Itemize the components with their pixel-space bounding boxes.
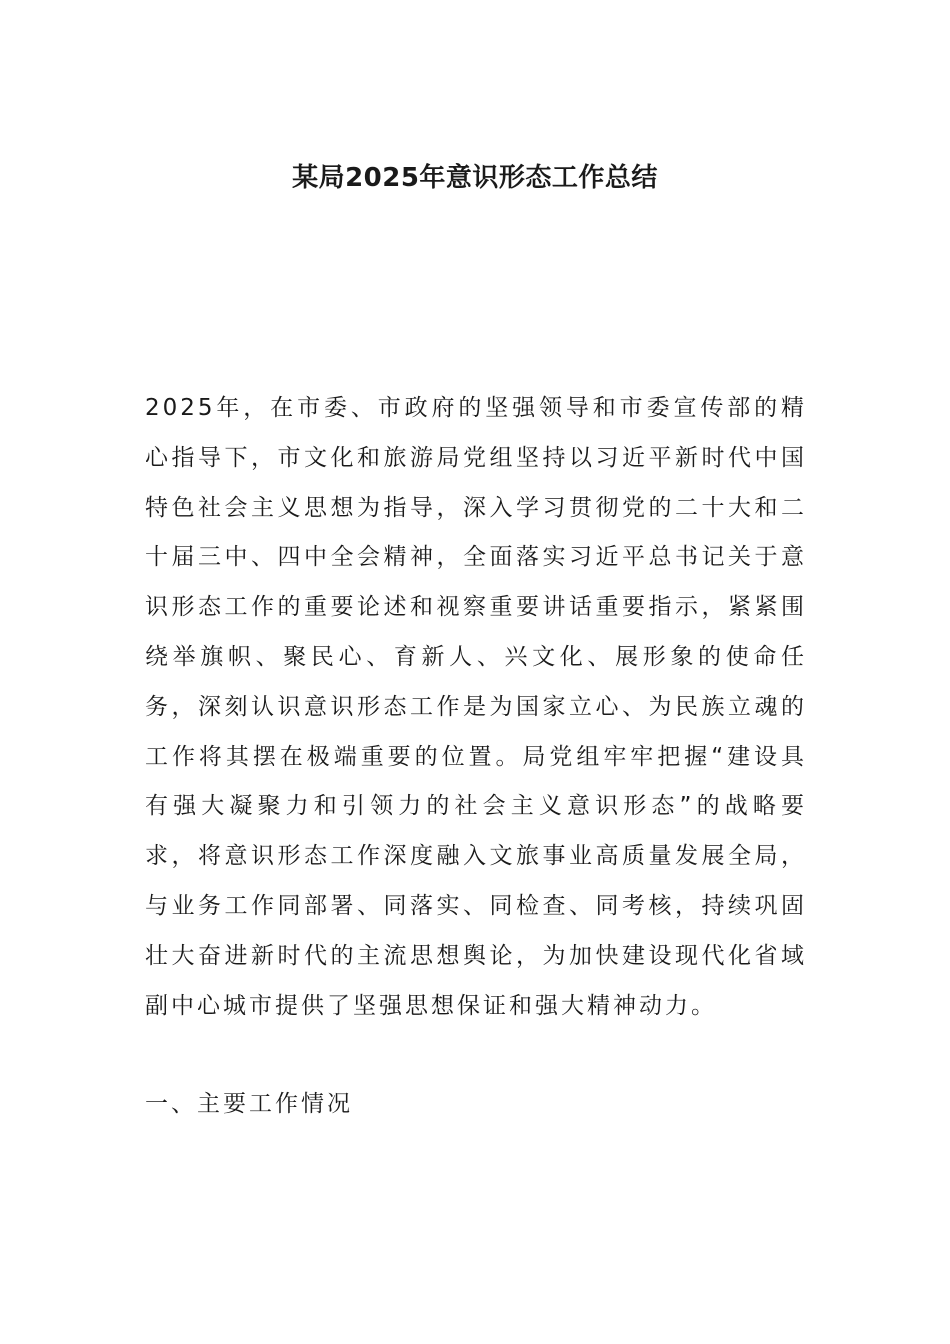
section-heading-main-work: 一、主要工作情况 [145, 1091, 353, 1117]
intro-paragraph: 2025年，在市委、市政府的坚强领导和市委宣传部的精心指导下，市文化和旅游局党组坚持以习近平新时代中国特色社会主义思想为指导，深入学习贯彻党的二十大和二十届三中、四中全会精神，全面落实习近平总书记关于意识形态工作的重要论述和视察重要讲话重要指示，紧紧围绕举旗帜、聚民心、育新人、兴文化、展形象的使命任务，深刻认识意识形态工作是为国家立心、为民族立魂的工作将其摆在极端重要的位置。局党组牢牢把握“建设具有强大凝聚力和引领力的社会主义意识形态”的战略要求，将意识形态工作深度融入文旅事业高质量发展全局，与业务工作同部署、同落实、同检查、同考核，持续巩固壮大奋进新时代的主流思想舆论，为加快建设现代化省域副中心城市提供了坚强思想保证和强大精神动力。 [145, 395, 807, 1019]
document-title: 某局2025年意识形态工作总结 [292, 163, 658, 193]
